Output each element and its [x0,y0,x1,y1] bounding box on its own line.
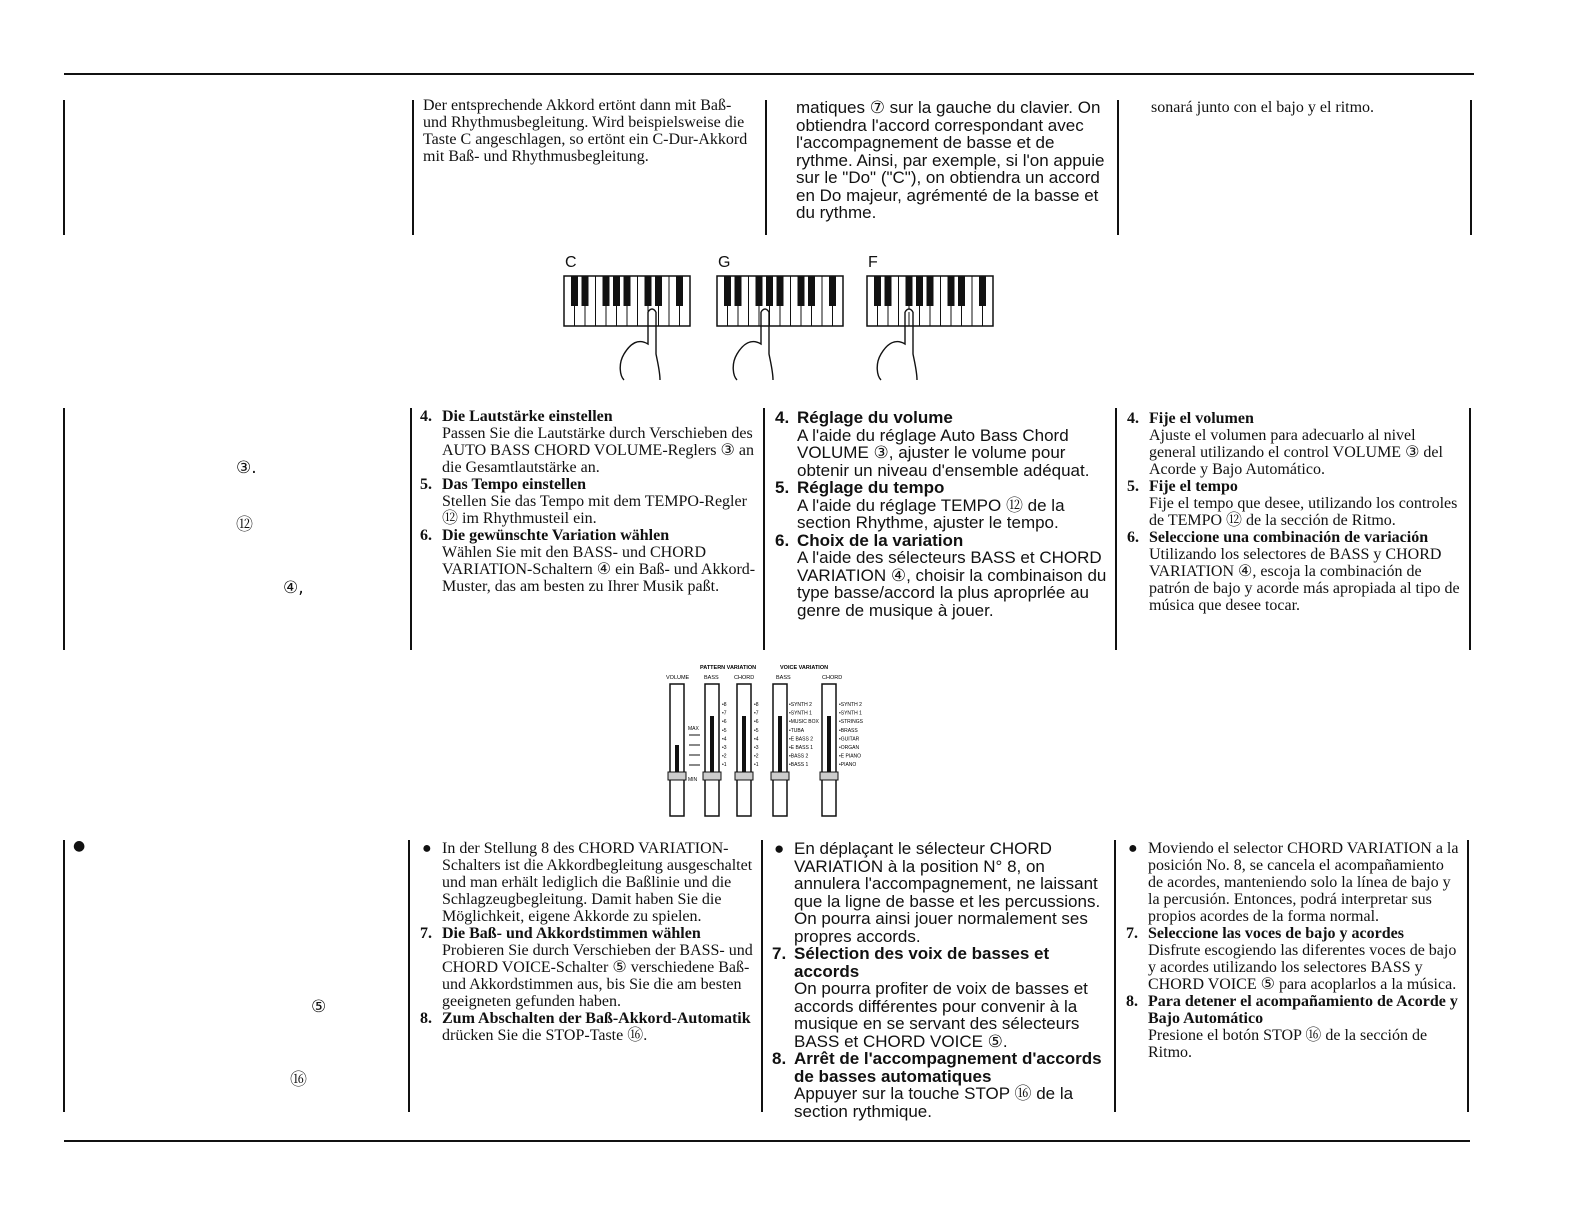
bass-voice-slot [778,716,782,772]
step-body: A l'aide du réglage TEMPO ⑫ de la section Rhythme, ajuster le tempo. [797,495,1065,532]
bass-pattern-scale [722,702,727,768]
step-item [1127,410,1465,478]
step-body: Disfrute escogiendo las diferentes voces de bajo y acordes utilizando los selectores BASS y CHORD VOICE ⑤ para acoplarlos a la música. [1148,942,1457,993]
bass-pattern-column-label: BASS [704,675,719,681]
step-heading: Seleccione las voces de bajo y acordes [1148,925,1404,942]
step-item [1126,925,1462,993]
margin-marker: ⑯ [290,1070,307,1090]
scale-label: •BRASS [839,727,858,734]
french-column-middle [775,409,1111,619]
scale-label: •8 [722,702,727,708]
step-body: Appuyer sur la touche STOP ⑯ de la section rythmique. [794,1084,1074,1121]
scale-label: •6 [722,719,727,726]
scale-label: •3 [754,745,759,751]
bass-voice-column-label: BASS [776,675,791,681]
pattern-variation-label: PATTERN VARIATION [700,665,757,671]
step-heading: Fije el tempo [1149,478,1238,495]
step-heading: Réglage du volume [797,408,953,427]
column-rule [1114,840,1116,1112]
bullet-dot-icon: ● [774,839,785,858]
step-item [775,532,1111,620]
scale-label: •4 [754,736,759,743]
keyboard-label-f: F [868,254,878,271]
scale-label: •6 [754,719,759,726]
bass-voice-scale [789,702,819,768]
chord-pattern-knob [735,772,753,780]
step-item [420,925,756,1010]
note-bullet [1126,840,1462,925]
volume-column-label: VOLUME [666,675,690,681]
bass-pattern-knob [703,772,721,780]
step-number: 6. [1127,529,1139,546]
step-item [1126,993,1462,1061]
step-heading: Arrêt de l'accompagnement d'accords de basses automatiques [794,1049,1102,1086]
step-item [420,476,758,527]
scale-label: •BASS 2 [789,753,809,760]
column-rule [1115,408,1117,650]
german-paragraph: Der entsprechende Akkord ertönt dann mit Baß- und Rhythmusbegleitung. Wird beispielsweise die Taste C angeschlagen, so ertönt ein C-Dur-Akkord mit Baß- und Rhythmusbegleitung. [423,97,748,165]
bullet-dot-icon: ● [422,840,432,857]
volume-slot [675,745,679,773]
step-body: Probieren Sie durch Verschieben der BASS- und CHORD VOICE-Schalter ⑤ verschiedene Baß- und Akkordstimmen aus, bis Sie die am besten geeigneten gefunden haben. [442,942,753,1010]
step-item [772,945,1108,1050]
volume-max-label: MAX [688,726,699,732]
step-number: 8. [1126,993,1138,1010]
note-bullet [772,840,1108,945]
bullet-text: In der Stellung 8 des CHORD VARIATION-Schalters ist die Akkordbegleitung ausgeschaltet und man erhält lediglich die Baßlinie und die Schlagzeugbegleitung. Damit haben Sie die Möglichkeit, eigene Akkorde zu spielen. [442,840,753,925]
german-column-middle [420,408,758,595]
step-heading: Fije el volumen [1149,410,1254,427]
margin-marker: ④, [283,578,304,598]
step-body: Presione el botón STOP ⑯ de la sección de Ritmo. [1148,1027,1428,1061]
step-item [775,479,1111,532]
step-heading: Die gewünschte Variation wählen [442,527,670,544]
mini-keyboard [867,276,993,380]
voice-variation-label: VOICE VARIATION [780,665,829,671]
scale-label: •ORGAN [839,745,860,751]
step-heading: Para detener el acompañamiento de Acorde y Bajo Automático [1148,993,1458,1027]
spanish-paragraph: sonará junto con el bajo y el ritmo. [1151,99,1375,116]
scale-label: •SYNTH 2 [839,702,862,708]
column-rule [63,408,65,650]
step-item [420,408,758,476]
step-body: A l'aide des sélecteurs BASS et CHORD VARIATION ④, choisir la combinaison du type basse/accord la plus aproprlée au genre de musique à jouer. [797,548,1107,620]
french-column-bottom [772,840,1108,1120]
volume-min-label: MIN [688,777,698,783]
scale-label: •4 [722,736,727,743]
scale-label: •7 [722,710,727,717]
step-heading: Sélection des voix de basses et accords [794,944,1050,981]
keyboard-figure [560,272,1000,384]
step-heading: Das Tempo einstellen [442,476,587,493]
scale-label: •BASS 1 [789,762,809,769]
slider-panel-figure [660,660,890,822]
scale-label: •E PIANO [839,753,862,760]
bottom-rule [64,1140,1470,1142]
scale-label: •7 [754,710,759,717]
column-rule [761,840,763,1112]
scale-label: •SYNTH 1 [839,710,862,717]
step-number: 6. [420,527,432,544]
step-number: 7. [420,925,432,942]
step-number: 7. [772,944,787,963]
step-number: 5. [420,476,432,493]
column-rule [410,408,412,650]
german-column-top [423,97,753,165]
step-heading: Die Baß- und Akkordstimmen wählen [442,925,701,942]
step-body: Utilizando los selectores de BASS y CHORD VARIATION ④, escoja la combinación de patrón de bajo y acorde más apropiada al tipo de música que desee tocar. [1149,546,1460,614]
column-rule [1469,408,1471,650]
margin-marker: ③. [236,458,257,478]
note-bullet [420,840,756,925]
step-item [1127,478,1465,529]
column-rule [1117,100,1119,235]
bass-voice-knob [771,772,789,780]
column-rule [1470,100,1472,235]
step-body: On pourra profiter de voix de basses et accords différentes pour convenir à la musique en se servant des sélecteurs BASS et CHORD VOICE ⑤. [794,979,1088,1051]
top-rule [64,73,1474,75]
scale-label: •MUSIC BOX [789,719,819,726]
step-body: drücken Sie die STOP-Taste ⑯. [442,1027,648,1044]
column-rule [63,840,65,1112]
scale-label: •E BASS 2 [789,736,813,743]
keyboard-label-g: G [718,254,731,271]
column-rule [1467,840,1469,1112]
margin-marker: ⑫ [236,515,253,535]
mini-keyboard [717,276,843,380]
step-item [775,409,1111,479]
scale-label: •1 [754,762,759,769]
margin-bullet: ● [73,838,86,854]
column-rule [765,100,767,235]
scale-label: •5 [754,727,759,734]
chord-voice-column-label: CHORD [822,675,843,681]
column-rule [412,100,414,235]
step-body: Stellen Sie das Tempo mit dem TEMPO-Regler ⑫ im Rhythmusteil ein. [442,493,747,527]
step-body: Wählen Sie mit den BASS- und CHORD VARIATION-Schaltern ④ ein Baß- und Akkord-Muster, das am besten zu Ihrer Musik paßt. [442,544,756,595]
step-body: A l'aide du réglage Auto Bass Chord VOLUME ③, ajuster le volume pour obtenir un niveau d'ensemble adéquat. [797,425,1090,480]
scale-label: •SYNTH 1 [789,710,812,717]
chord-voice-slot [827,716,831,772]
volume-knob [668,772,686,780]
chord-voice-knob [820,772,838,780]
margin-marker: ⑤ [311,997,327,1017]
chord-pattern-column-label: CHORD [734,675,755,681]
scale-label: •SYNTH 2 [789,702,812,708]
step-number: 8. [420,1010,432,1027]
step-number: 5. [775,478,790,497]
chord-voice-scale [839,702,864,768]
french-column-top [796,99,1108,222]
step-number: 5. [1127,478,1139,495]
step-heading: Seleccione una combinación de variación [1149,529,1429,546]
chord-pattern-slot [742,716,746,772]
scale-label: •8 [754,702,759,708]
step-number: 6. [775,530,790,550]
scale-label: •PIANO [839,762,857,769]
french-paragraph: matiques ⑦ sur la gauche du clavier. On obtiendra l'accord correspondant avec l'accompagnement de basse et de rythme. Ainsi, par exemple, si l'on appuie sur le "Do" ("C"), on obtiendra un accord en Do majeur, agrémenté de la basse et du rythme. [796,98,1105,222]
step-heading: Die Lautstärke einstellen [442,408,613,425]
bullet-dot-icon: ● [1128,840,1138,857]
scale-label: •2 [722,753,727,760]
step-item [1127,529,1465,614]
column-rule [763,408,765,650]
step-number: 4. [1127,410,1139,427]
step-body: Passen Sie die Lautstärke durch Verschieben des AUTO BASS CHORD VOLUME-Reglers ③ an die Gesamtlautstärke an. [442,425,754,476]
german-column-bottom [420,840,756,1044]
bullet-text: Moviendo el selector CHORD VARIATION a la posición No. 8, se cancela el acompañamiento de acordes, manteniendo solo la línea de bajo y la percusión. Entonces, podrá interpretar sus propios acordes de la forma normal. [1148,840,1459,925]
step-heading: Réglage du tempo [797,478,945,497]
spanish-column-bottom [1126,840,1462,1061]
step-heading: Choix de la variation [797,530,964,550]
scale-label: •E BASS 1 [789,745,813,751]
bullet-text: En déplaçant le sélecteur CHORD VARIATION à la position N° 8, on annulera l'accompagnement, ne laissant que la ligne de basse et les percussions. On pourra ainsi jouer normalement ses propres accords. [794,839,1101,946]
chord-pattern-scale [754,702,759,768]
spanish-column-middle [1127,410,1465,614]
step-number: 7. [1126,925,1138,942]
step-number: 4. [775,408,790,427]
keyboard-label-c: C [565,254,577,271]
step-item [772,1050,1108,1120]
bass-pattern-slot [710,716,714,772]
column-rule [408,840,410,1112]
mini-keyboard [564,276,690,380]
scale-label: •3 [722,745,727,751]
step-number: 8. [772,1049,787,1068]
step-body: Ajuste el volumen para adecuarlo al nivel general utilizando el control VOLUME ③ del Acorde y Bajo Automático. [1149,427,1443,478]
scale-label: •STRINGS [839,719,863,726]
scale-label: •1 [722,762,727,769]
step-item [420,527,758,595]
step-number: 4. [420,408,432,425]
step-body: Fije el tempo que desee, utilizando los controles de TEMPO ⑫ de la sección de Ritmo. [1149,495,1458,529]
column-rule [63,100,65,235]
scale-label: •GUITAR [839,736,860,743]
scale-label: •5 [722,727,727,734]
scale-label: •TUBA [789,727,805,734]
scale-label: •2 [754,753,759,760]
spanish-column-top [1151,99,1461,116]
keyboard-illustration [564,276,993,380]
step-heading: Zum Abschalten der Baß-Akkord-Automatik [442,1010,751,1027]
step-item [420,1010,756,1044]
